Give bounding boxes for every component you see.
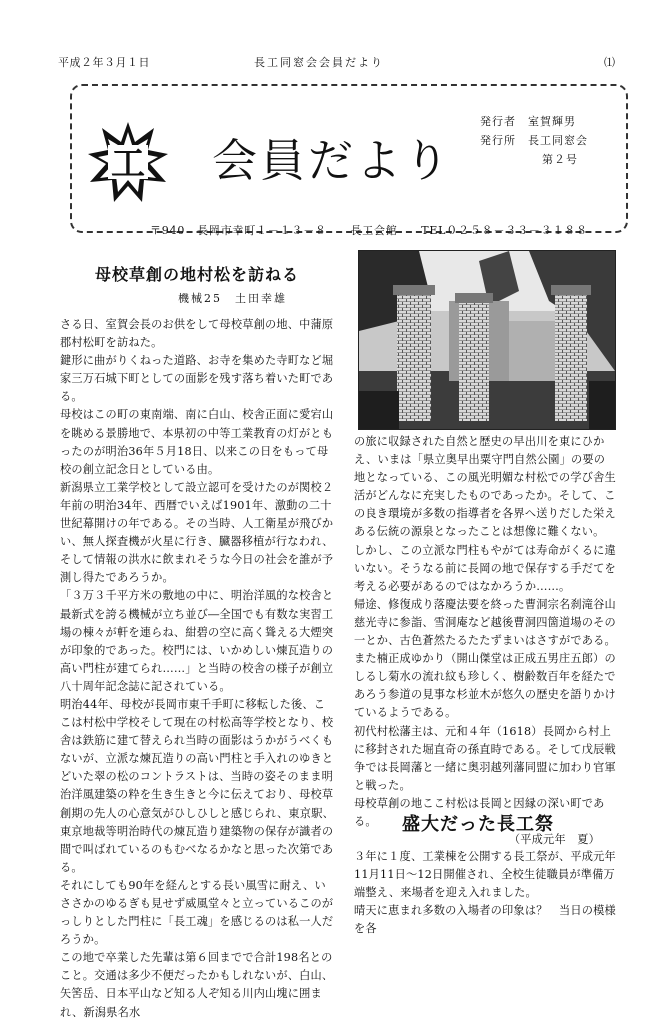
publication-info	[480, 112, 588, 169]
paragraph: 初代村松藩主は、元和４年（1618）長岡から村上に移封された堀直奇の孫直時である。そして戊辰戦争では長岡藩と一緒に奥羽越列藩同盟に加わり官軍と戦った。	[354, 724, 616, 792]
article-column-1	[60, 316, 336, 1022]
paragraph: 鍵形に曲がりくねった道路、お寺を集めた寺町など堀家三万石城下町としての面影を残す落ち着いた町である。	[60, 354, 334, 404]
article-byline: 機械25 土田幸雄	[178, 292, 287, 305]
paragraph: それにしても90年を経んとする長い風雪に耐え、いささかのゆるぎも見せず威風堂々と立っているこのがっしりとした門柱に「長工魂」を感じるのは私一人だろうか。	[60, 878, 334, 947]
section-title: 盛大だった長工祭	[402, 814, 554, 835]
article-column-2	[354, 433, 616, 849]
page-number: ⑴	[604, 56, 616, 69]
paragraph: 晴天に恵まれ多数の入場者の印象は？ 当日の模様を各	[354, 904, 616, 936]
paragraph: の旅に収録された自然と歴史の早出川を東にひかえ、いまは「県立奥早出粟守門自然公園」の要の地となっている、この風光明媚な村松での学び舎生活がどんなに充実したものであったか。そして、この良き環境が多数の指導者を各界へ送りだした栄えある伝統の源泉となったことは想像に難くない。	[354, 435, 616, 539]
publisher-line: 発行者 室賀輝男	[480, 115, 576, 128]
header-date: 平成２年３月１日	[58, 56, 150, 69]
paragraph: しかし、この立派な門柱もやがては寿命がくるに違いない。そうなる前に長岡の地で保存する手だてを考える必要があるのではなかろうか……。	[354, 543, 616, 593]
issue-number: 第２号	[542, 153, 578, 166]
school-emblem-icon	[86, 120, 170, 204]
article-date: （平成元年 夏）	[508, 833, 600, 847]
article-title: 母校草創の地村松を訪ねる	[95, 265, 300, 284]
paragraph: 帰途、修復成り落慶法要を終った曹洞宗名刹滝谷山慈光寺に参詣、雪洞庵など越後曹洞四箇道場のその一とか、古色蒼然たるたたずまいはさすがである。また楠正成ゆかり（開山傑堂は正成五男庄五郎）のしるし菊水の流れ紋も珍しく、樹齢数百年を経たであろう参道の見事な杉並木が悠久の歴史を語りかけているようである。	[354, 597, 616, 720]
paragraph: 「３万３千平方米の敷地の中に、明治洋風的な校舎と最新式を誇る機械が立ち並び―全国でも有数な実習工場の棟々が軒を連らね、紺碧の空に高く聳える大煙突が印象的であった。校門には、いかめしい煉瓦造りの高い門柱が建てられ……」と当時の校舎の様子が創立八十周年記念誌に記されている。	[60, 589, 334, 693]
paragraph: この地で卒業した先輩は第６回までで合計198名とのこと。交通は多少不便だったかもしれないが、白山、矢筈岳、日本平山など知る人ぞ知る川内山塊に囲まれ、新潟県名水	[60, 951, 334, 1019]
paragraph: 明治44年、母校が長岡市東千手町に移転した後、ここは村松中学校そして現在の村松高等学校となり、校舎は鉄筋に建て替えられ当時の面影はうかがうべくもないが、立派な煉瓦造りの高い門柱と手入れのゆきとどいた翠の松のコントラストは、当時の姿そのまま明治洋風建築の粋を生き生きと今に伝えており、母校草創期の先人の心意気がひしひしと感じられ、東京駅、東京地裁等明治時代の煉瓦造り建築物の保存が識者の間で叫ばれているのもむべなるかなと思った次第である。	[60, 697, 334, 874]
address-line: 〒940 長岡市幸町１－１３－８ 長工会館 TEL０２５８－３３－３１８８	[150, 224, 588, 237]
paragraph: 新潟県立工業学校として設立認可を受けたのが関校２年前の明治34年、西暦でいえば1901年、激動の二十世紀幕開けの年である。その当時、人工衛星が飛びかい、無人探査機が火星に行き、臓器移植が行なわれ、そして情報の洪水に飲まれそうな今日の社会を誰が予測し得たであろうか。	[60, 480, 334, 585]
emblem-char: 工	[111, 144, 145, 184]
school-gate-photo	[358, 250, 616, 430]
header-center: 長工同窓会会員だより	[254, 56, 384, 69]
newsletter-title: 会員だより	[212, 134, 453, 187]
article2-column	[354, 848, 616, 938]
office-line: 発行所 長工同窓会	[480, 134, 588, 147]
paragraph: 母校はこの町の東南端、南に白山、校舎正面に愛宕山を眺める景勝地で、本県初の中等工業教育の灯がともったのが明治36年５月18日、以来この日をもって母校の創立記念日としている由。	[60, 408, 334, 476]
paragraph: ３年に１度、工業棟を公開する長工祭が、平成元年11月11日～12日開催され、全校生徒職員が準備万端整え、来場者を迎え入れました。	[354, 850, 616, 900]
paragraph: 母校草創の地ここ村松は長岡と因縁の深い町である。	[354, 796, 605, 828]
paragraph: さる日、室賀会長のお供をして母校草創の地、中蒲原郡村松町を訪ねた。	[60, 318, 334, 350]
